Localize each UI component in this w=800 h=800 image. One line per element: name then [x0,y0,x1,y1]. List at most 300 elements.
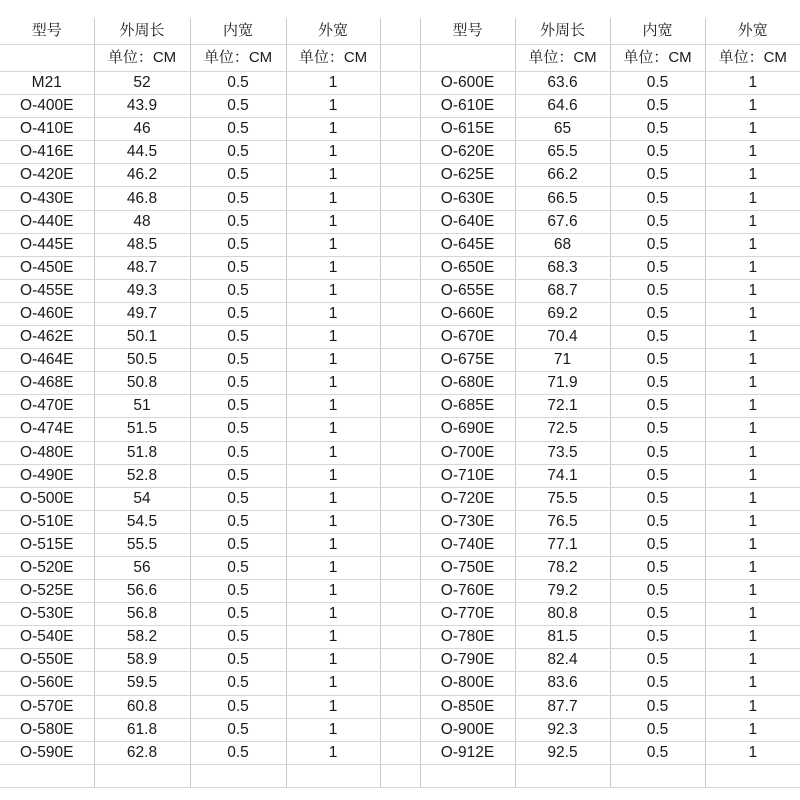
unit-cell: 单位：CM [610,45,705,72]
column-header: 内宽 [190,18,286,45]
value-cell: 1 [705,372,800,395]
value-cell: 1 [286,556,380,579]
table-row [0,626,800,649]
value-cell: 0.5 [190,580,286,603]
value-cell: 1 [705,302,800,325]
value-cell: 0.5 [610,580,705,603]
value-cell: 59.5 [94,672,190,695]
empty-cell [0,764,94,787]
column-header: 型号 [0,18,94,45]
value-cell: 52 [94,72,190,95]
value-cell: 65 [515,118,610,141]
empty-cell [380,764,420,787]
value-cell: 0.5 [190,372,286,395]
size-table-sheet [0,18,800,788]
model-cell: O-645E [420,233,515,256]
value-cell: 56.8 [94,603,190,626]
value-cell: 0.5 [610,464,705,487]
unit-cell [420,45,515,72]
model-cell: O-400E [0,95,94,118]
value-cell: 58.2 [94,626,190,649]
model-cell: O-670E [420,326,515,349]
value-cell: 1 [286,626,380,649]
value-cell: 0.5 [610,233,705,256]
value-cell: 44.5 [94,141,190,164]
spacer-cell [380,464,420,487]
value-cell: 1 [705,464,800,487]
value-cell: 58.9 [94,649,190,672]
value-cell: 1 [705,603,800,626]
value-cell: 1 [286,441,380,464]
value-cell: 50.8 [94,372,190,395]
model-cell: O-780E [420,626,515,649]
value-cell: 43.9 [94,95,190,118]
value-cell: 72.1 [515,395,610,418]
table-row [0,395,800,418]
value-cell: 83.6 [515,672,610,695]
spacer-cell [380,141,420,164]
spacer-cell [380,626,420,649]
value-cell: 1 [286,718,380,741]
model-cell: O-430E [0,187,94,210]
value-cell: 72.5 [515,418,610,441]
spacer-cell [380,649,420,672]
value-cell: 0.5 [190,187,286,210]
spacer-cell [380,372,420,395]
value-cell: 50.1 [94,326,190,349]
value-cell: 1 [705,187,800,210]
empty-cell [705,764,800,787]
table-row [0,695,800,718]
value-cell: 0.5 [190,210,286,233]
model-cell: O-640E [420,210,515,233]
value-cell: 1 [705,580,800,603]
value-cell: 0.5 [190,326,286,349]
model-cell: O-770E [420,603,515,626]
value-cell: 0.5 [610,741,705,764]
value-cell: 0.5 [190,718,286,741]
value-cell: 1 [286,95,380,118]
model-cell: O-462E [0,326,94,349]
value-cell: 1 [705,672,800,695]
value-cell: 0.5 [190,395,286,418]
model-cell: O-520E [0,556,94,579]
value-cell: 1 [705,395,800,418]
table-row [0,302,800,325]
table-row [0,187,800,210]
model-cell: O-450E [0,256,94,279]
value-cell: 1 [286,141,380,164]
value-cell: 1 [286,603,380,626]
value-cell: 54 [94,487,190,510]
spacer-cell [380,441,420,464]
value-cell: 65.5 [515,141,610,164]
size-table [0,18,800,788]
value-cell: 63.6 [515,72,610,95]
value-cell: 0.5 [190,141,286,164]
value-cell: 1 [286,164,380,187]
table-row [0,164,800,187]
table-row [0,672,800,695]
value-cell: 0.5 [610,718,705,741]
value-cell: 1 [705,210,800,233]
table-row [0,533,800,556]
table-row [0,441,800,464]
model-cell: O-510E [0,510,94,533]
spacer-cell [380,45,420,72]
value-cell: 68 [515,233,610,256]
value-cell: 0.5 [190,164,286,187]
value-cell: 0.5 [190,510,286,533]
value-cell: 1 [286,187,380,210]
model-cell: O-710E [420,464,515,487]
value-cell: 1 [286,118,380,141]
spacer-cell [380,349,420,372]
value-cell: 1 [286,256,380,279]
spacer-cell [380,718,420,741]
spacer-cell [380,72,420,95]
value-cell: 0.5 [610,441,705,464]
value-cell: 71 [515,349,610,372]
value-cell: 0.5 [610,118,705,141]
value-cell: 54.5 [94,510,190,533]
model-cell: O-720E [420,487,515,510]
column-header: 内宽 [610,18,705,45]
value-cell: 48.7 [94,256,190,279]
value-cell: 60.8 [94,695,190,718]
value-cell: 70.4 [515,326,610,349]
value-cell: 50.5 [94,349,190,372]
table-row [0,372,800,395]
model-cell: O-800E [420,672,515,695]
value-cell: 0.5 [610,210,705,233]
value-cell: 56.6 [94,580,190,603]
value-cell: 78.2 [515,556,610,579]
value-cell: 0.5 [190,672,286,695]
value-cell: 77.1 [515,533,610,556]
value-cell: 1 [705,164,800,187]
model-cell: O-460E [0,302,94,325]
value-cell: 1 [286,464,380,487]
table-row [0,256,800,279]
value-cell: 1 [705,72,800,95]
value-cell: 0.5 [610,164,705,187]
value-cell: 0.5 [190,233,286,256]
value-cell: 1 [286,210,380,233]
model-cell: O-550E [0,649,94,672]
empty-cell [94,764,190,787]
spacer-cell [380,487,420,510]
spacer-cell [380,210,420,233]
model-cell: O-630E [420,187,515,210]
value-cell: 49.3 [94,279,190,302]
table-row [0,603,800,626]
value-cell: 0.5 [610,510,705,533]
model-cell: M21 [0,72,94,95]
spacer-cell [380,95,420,118]
value-cell: 1 [286,233,380,256]
spacer-cell [380,741,420,764]
value-cell: 46 [94,118,190,141]
value-cell: 1 [286,533,380,556]
value-cell: 1 [705,695,800,718]
table-row [0,741,800,764]
value-cell: 1 [286,580,380,603]
column-header: 外宽 [705,18,800,45]
table-row [0,487,800,510]
model-cell: O-445E [0,233,94,256]
model-cell: O-740E [420,533,515,556]
value-cell: 1 [286,510,380,533]
value-cell: 48 [94,210,190,233]
spacer-cell [380,395,420,418]
model-cell: O-850E [420,695,515,718]
value-cell: 0.5 [190,349,286,372]
model-cell: O-410E [0,118,94,141]
table-row [0,649,800,672]
value-cell: 1 [286,395,380,418]
value-cell: 0.5 [610,649,705,672]
value-cell: 1 [705,649,800,672]
column-header: 外宽 [286,18,380,45]
value-cell: 1 [286,695,380,718]
value-cell: 1 [286,349,380,372]
value-cell: 0.5 [610,672,705,695]
value-cell: 1 [705,741,800,764]
value-cell: 0.5 [190,464,286,487]
value-cell: 0.5 [610,418,705,441]
value-cell: 1 [705,441,800,464]
spacer-cell [380,256,420,279]
value-cell: 46.8 [94,187,190,210]
table-row [0,418,800,441]
spacer-cell [380,603,420,626]
table-row [0,718,800,741]
model-cell: O-615E [420,118,515,141]
empty-cell [190,764,286,787]
model-cell: O-560E [0,672,94,695]
unit-cell: 单位：CM [94,45,190,72]
unit-row [0,45,800,72]
value-cell: 0.5 [190,72,286,95]
value-cell: 1 [286,418,380,441]
value-cell: 0.5 [190,418,286,441]
value-cell: 80.8 [515,603,610,626]
model-cell: O-685E [420,395,515,418]
spacer-cell [380,672,420,695]
model-cell: O-610E [420,95,515,118]
value-cell: 0.5 [610,256,705,279]
spacer-cell [380,326,420,349]
value-cell: 1 [705,626,800,649]
model-cell: O-680E [420,372,515,395]
value-cell: 0.5 [610,533,705,556]
value-cell: 0.5 [610,187,705,210]
value-cell: 0.5 [610,395,705,418]
value-cell: 0.5 [610,326,705,349]
value-cell: 0.5 [190,279,286,302]
value-cell: 0.5 [610,603,705,626]
value-cell: 1 [705,533,800,556]
model-cell: O-480E [0,441,94,464]
value-cell: 1 [705,326,800,349]
value-cell: 0.5 [610,279,705,302]
table-row [0,95,800,118]
model-cell: O-790E [420,649,515,672]
value-cell: 76.5 [515,510,610,533]
value-cell: 74.1 [515,464,610,487]
spacer-cell [380,556,420,579]
table-row [0,464,800,487]
model-cell: O-650E [420,256,515,279]
value-cell: 75.5 [515,487,610,510]
value-cell: 0.5 [190,741,286,764]
spacer-cell [380,187,420,210]
value-cell: 1 [705,95,800,118]
spacer-cell [380,510,420,533]
value-cell: 0.5 [190,649,286,672]
empty-cell [286,764,380,787]
model-cell: O-470E [0,395,94,418]
table-row [0,510,800,533]
unit-cell: 单位：CM [705,45,800,72]
value-cell: 52.8 [94,464,190,487]
model-cell: O-440E [0,210,94,233]
model-cell: O-580E [0,718,94,741]
model-cell: O-660E [420,302,515,325]
value-cell: 1 [705,510,800,533]
model-cell: O-730E [420,510,515,533]
model-cell: O-620E [420,141,515,164]
value-cell: 1 [286,279,380,302]
value-cell: 1 [286,672,380,695]
value-cell: 51.8 [94,441,190,464]
value-cell: 0.5 [190,95,286,118]
model-cell: O-416E [0,141,94,164]
value-cell: 0.5 [610,626,705,649]
value-cell: 1 [705,256,800,279]
model-cell: O-455E [0,279,94,302]
unit-cell: 单位：CM [286,45,380,72]
table-row [0,141,800,164]
value-cell: 92.3 [515,718,610,741]
table-row [0,349,800,372]
value-cell: 79.2 [515,580,610,603]
value-cell: 73.5 [515,441,610,464]
value-cell: 1 [705,718,800,741]
spacer-cell [380,418,420,441]
value-cell: 1 [705,418,800,441]
model-cell: O-655E [420,279,515,302]
model-cell: O-540E [0,626,94,649]
model-cell: O-700E [420,441,515,464]
empty-cell [420,764,515,787]
value-cell: 1 [286,72,380,95]
spacer-cell [380,18,420,45]
column-header: 型号 [420,18,515,45]
model-cell: O-420E [0,164,94,187]
model-cell: O-530E [0,603,94,626]
value-cell: 51.5 [94,418,190,441]
spacer-cell [380,580,420,603]
value-cell: 64.6 [515,95,610,118]
model-cell: O-515E [0,533,94,556]
table-row [0,326,800,349]
model-cell: O-912E [420,741,515,764]
value-cell: 1 [286,649,380,672]
model-cell: O-525E [0,580,94,603]
column-header: 外周长 [515,18,610,45]
value-cell: 69.2 [515,302,610,325]
spacer-cell [380,118,420,141]
value-cell: 0.5 [610,349,705,372]
model-cell: O-750E [420,556,515,579]
model-cell: O-760E [420,580,515,603]
value-cell: 62.8 [94,741,190,764]
value-cell: 0.5 [610,487,705,510]
model-cell: O-590E [0,741,94,764]
spacer-cell [380,533,420,556]
value-cell: 81.5 [515,626,610,649]
value-cell: 0.5 [190,626,286,649]
value-cell: 67.6 [515,210,610,233]
value-cell: 1 [286,302,380,325]
table-row [0,118,800,141]
header-row [0,18,800,45]
value-cell: 66.2 [515,164,610,187]
value-cell: 48.5 [94,233,190,256]
model-cell: O-490E [0,464,94,487]
value-cell: 55.5 [94,533,190,556]
spacer-cell [380,279,420,302]
value-cell: 0.5 [190,695,286,718]
value-cell: 1 [705,556,800,579]
model-cell: O-900E [420,718,515,741]
value-cell: 1 [705,487,800,510]
spacer-cell [380,233,420,256]
spacer-cell [380,695,420,718]
value-cell: 82.4 [515,649,610,672]
value-cell: 0.5 [190,556,286,579]
value-cell: 51 [94,395,190,418]
column-header: 外周长 [94,18,190,45]
value-cell: 0.5 [610,372,705,395]
value-cell: 92.5 [515,741,610,764]
table-row [0,556,800,579]
model-cell: O-625E [420,164,515,187]
value-cell: 68.7 [515,279,610,302]
unit-cell [0,45,94,72]
value-cell: 0.5 [190,533,286,556]
value-cell: 1 [705,118,800,141]
value-cell: 46.2 [94,164,190,187]
value-cell: 66.5 [515,187,610,210]
value-cell: 1 [286,372,380,395]
table-row [0,580,800,603]
value-cell: 71.9 [515,372,610,395]
model-cell: O-600E [420,72,515,95]
value-cell: 1 [286,326,380,349]
value-cell: 0.5 [190,302,286,325]
spacer-cell [380,302,420,325]
value-cell: 0.5 [610,95,705,118]
value-cell: 0.5 [610,556,705,579]
empty-cell [515,764,610,787]
model-cell: O-464E [0,349,94,372]
model-cell: O-570E [0,695,94,718]
value-cell: 0.5 [190,487,286,510]
value-cell: 1 [705,141,800,164]
